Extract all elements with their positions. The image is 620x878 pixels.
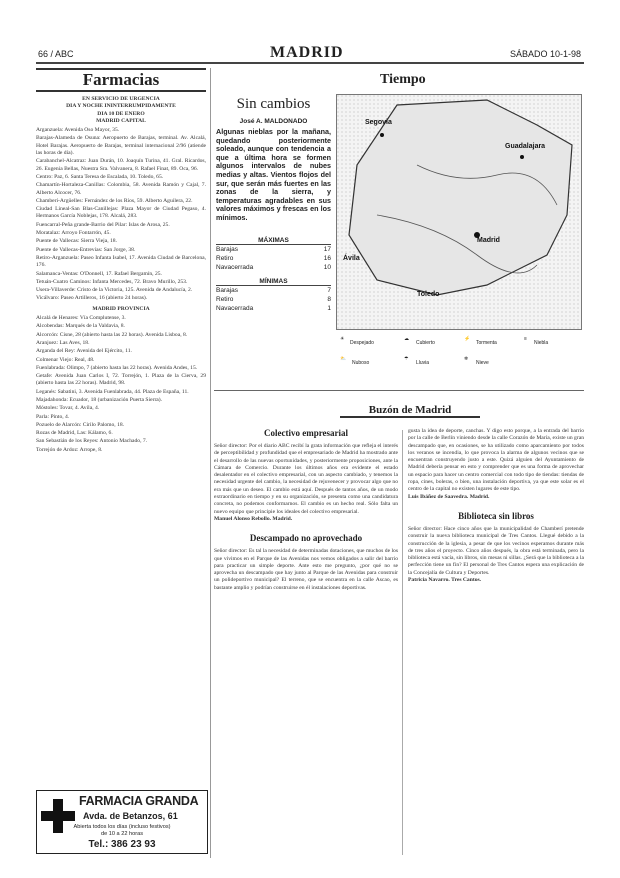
temperature-value: 1 bbox=[327, 304, 331, 312]
pharmacy-entry: San Sebastián de los Reyes: Antonio Machado, 7. bbox=[36, 438, 148, 445]
column-rule-1 bbox=[210, 68, 211, 858]
temperature-value: 7 bbox=[327, 286, 331, 294]
farmacias-box bbox=[36, 68, 206, 455]
pharmacy-entry: Alcorcón: Cisne, 28 (abierto hasta las 22 horas). Avenida Lisboa, 8. bbox=[36, 331, 188, 338]
legend-despejado: Despejado bbox=[350, 340, 374, 346]
ad-address: Avda. de Betanzos, 61 bbox=[83, 811, 178, 821]
snow-icon: ❄ bbox=[464, 356, 469, 362]
temperature-value: 8 bbox=[327, 295, 331, 303]
pharmacy-entry: Alcalá de Henares: Vía Complutense, 3. bbox=[36, 315, 126, 322]
pharmacy-entry: Rozas de Madrid, Las: Kálamo, 6. bbox=[36, 430, 113, 437]
legend-lluvia: Lluvia bbox=[416, 360, 430, 366]
letter-4-body: Señor director: Hace cinco años que la municipalidad de Chamberí pretende construir la nueva biblioteca municipal de Tres Cantos. Llegué debido a la construcción de la iglesia, a pesar de que los vecinos esperamos durante más de tres años el proyecto. Cinco años después, la obra está terminada, pero la biblioteca está vacía, sin libros, sin mesas ni sillas. ¿Será que la biblioteca a la perfección tiene un fin? El personal de Tres Cantos espera una explicación de la Concejalía de Cultura y Deportes. bbox=[408, 525, 584, 576]
pharmacy-entry: Colmenar Viejo: Real, 48. bbox=[36, 356, 95, 363]
rain-icon: ☂ bbox=[404, 356, 409, 362]
temperature-value: 17 bbox=[323, 245, 331, 253]
pharmacy-entry: Puente de Vallecas: Sierra Vieja, 18. bbox=[36, 238, 118, 245]
map-city-toledo: Toledo bbox=[417, 291, 440, 298]
ad-phone: Tel.: 386 23 93 bbox=[88, 839, 156, 850]
farmacias-provincia: MADRID PROVINCIA bbox=[92, 305, 150, 312]
temperature-row bbox=[216, 304, 331, 313]
letter-1-body: Señor director: Por el diario ABC recibí la grata información que refleja el interés de perceptibilidad y profundidad que el empresariado de Madrid ha mostrado ante el desarrollo de las nuevas oportunidades, y posteriormente proposiciones, ante la Cámara de Comercio. Durante los últimos años era evidente el estado desalentador en el colectivo empresarial, con un aspecto cambiado, y tenemos la necesidad urgente del cambio, la necesidad de rejuvenecer y provocar algo que no era más que un deseo. El cambio está aquí. Después de tantos años, de un modo extraordinario en tiempo y en su organización, se presenta como una candidatura concreta, no podemos conformarnos. El cambio es un hecho real. Sólo falta un nuevo equipo que principie los ideales del colectivo empresarial. bbox=[214, 443, 398, 515]
letter-3-signature: Luis Ibáñez de Saavedra. Madrid. bbox=[408, 493, 490, 500]
buzon-title: Buzón de Madrid bbox=[340, 404, 480, 418]
pharmacy-entry: Majadahonda: Ecuador, 18 (urbanización Puerta Sierra). bbox=[36, 396, 163, 403]
temperature-table bbox=[216, 237, 331, 313]
temperature-place: Navacerrada bbox=[216, 304, 254, 312]
min-title: MÍNIMAS bbox=[216, 278, 331, 286]
max-title: MÁXIMAS bbox=[216, 237, 331, 245]
partly-cloudy-icon: ⛅ bbox=[340, 356, 347, 362]
pharmacy-entry: Fuenlabrada: Olimpo, 7 (abierto hasta las 22 horas). Avenida Andes, 15. bbox=[36, 364, 198, 371]
tiempo-title: Tiempo bbox=[380, 72, 426, 87]
temperature-value: 16 bbox=[323, 254, 331, 262]
ad-name: FARMACIA GRANDA bbox=[79, 794, 199, 808]
temperature-row bbox=[216, 263, 331, 272]
temperature-place: Barajas bbox=[216, 286, 239, 294]
temperature-place: Navacerrada bbox=[216, 263, 254, 271]
letter-2-body: Señor director: Es tal la necesidad de determinadas dotaciones, que muchos de los que vivimos en el Parque de las Avenidas nos vemos obligados a salir del barrio para practicar un simple deporte. Ante esto me pregunto, ¿por qué no se aprovecha un descampado que hay junto al Parque de las Avenidas para construir un polideportivo municipal? El terreno, que se encuentra en la calle Ascao, es bastante amplio y podrían construirse en él instalaciones deportivas. bbox=[214, 548, 398, 591]
letter-4-signature: Patricia Navarro. Tres Cantos. bbox=[408, 577, 482, 584]
forecast-body: Algunas nieblas por la mañana, quedando posteriormente soleado, aunque con tendencia a que a última hora se formen algunos intervalos de nubes medias y altas. Vientos flojos del sur, que serán más fuertes en las zonas de la sierra, y temperaturas agradables en sus valores máximos y frescas en los mínimos. bbox=[216, 127, 331, 222]
pharmacy-entry: Parla: Pinto, 4. bbox=[36, 413, 70, 420]
pharmacy-entry: Getafe: Avenida Juan Carlos I, 72. Torrejón, 1. Plaza de la Cierva, 29 (abierto hasta las 22 horas). Madrid, 98. bbox=[36, 373, 206, 387]
temperature-row bbox=[216, 286, 331, 295]
temperature-row bbox=[216, 245, 331, 254]
forecast-headline: Sin cambios bbox=[236, 96, 311, 112]
pharmacy-entry: Fuencarral-Peña grande-Barrio del Pilar: Islas de Arosa, 25. bbox=[36, 221, 170, 228]
map-city-madrid: Madrid bbox=[477, 237, 500, 244]
legend-tormenta: Tormenta bbox=[476, 340, 497, 346]
farmacias-provincia-list bbox=[36, 315, 206, 454]
pharmacy-entry: Retiro-Arganzuela: Paseo Infanta Isabel, 17. Avenida Ciudad de Barcelona, 176. bbox=[36, 254, 206, 269]
legend-niebla: Niebla bbox=[534, 340, 549, 346]
farmacias-capital: MADRID CAPITAL bbox=[96, 117, 146, 124]
pharmacy-entry: Carabanchel-Alcatraz: Juan Durán, 10. Joaquín Turina, 41. Gral. Ricardos, 26. Eugenia Bellas, Nuestra Sra. Valvanera, 8. Rafael Finat, 89. Oca, 96. bbox=[36, 158, 206, 172]
forecast-byline: José A. MALDONADO bbox=[239, 118, 308, 125]
pharmacy-entry: Chamberí-Argüelles: Fernández de los Ríos, 59. Alberto Aguilera, 22. bbox=[36, 197, 193, 204]
pharmacy-entry: Arganda del Rey: Avenida del Ejército, 11. bbox=[36, 348, 132, 355]
temperature-row bbox=[216, 254, 331, 263]
sun-icon: ☀ bbox=[340, 336, 345, 342]
temperature-place: Retiro bbox=[216, 254, 234, 262]
farmacias-sub3: DIA 10 DE ENERO bbox=[97, 110, 145, 117]
letter-2-title: Descampado no aprovechado bbox=[249, 533, 363, 544]
buzon-rule-top bbox=[214, 390, 584, 391]
letter-1-signature: Manuel Alonso Rebollo. Madrid. bbox=[214, 515, 293, 522]
temperature-place: Retiro bbox=[216, 295, 234, 303]
region-map bbox=[337, 95, 581, 329]
pharmacy-entry: Arganzuela: Avenida Oso Mayor, 35. bbox=[36, 127, 120, 134]
farmacias-title: Farmacias bbox=[36, 68, 206, 92]
weather-legend bbox=[336, 334, 580, 384]
letter-column-2 bbox=[408, 428, 584, 584]
pharmacy-entry: Barajas-Alameda de Osuna: Aeropuerto de Barajas, terminal. Av. Alcalá, Hotel Barajas. Aeropuerto de Barajas, terminal internacional 2/96 (atiende las horas de día). bbox=[36, 135, 206, 157]
pharmacy-entry: Pozuelo de Alarcón: Cirilo Palomo, 18. bbox=[36, 421, 125, 428]
letter-3-body: gusta la idea de deporte, canchas. Y digo esto porque, a la entrada del barrio por la calle de Berlín viniendo desde la calle Corazón de María, existe un gran descampado que, en ocasiones, se ha utilizado como aparcamiento por todos los veranos se incendia, lo que provoca la alarma de algunos vecinos que se encuentran construyendo justo a este. Quizá alguien del Ayuntamiento de Madrid debería pensar en esto y comprender que es una forma de aprovechar un espacio para hacer un centro comercial con todo tipo de tiendas: tiendas de ropa, cines, boleras, o bien, una instalación deportiva, ya que este solar es el centro de la capital no existen lugares de este tipo. bbox=[408, 428, 584, 493]
page-date: SÁBADO 10-1-98 bbox=[510, 49, 582, 59]
forecast-text bbox=[216, 96, 331, 313]
farmacias-sub2: DIA Y NOCHE ININTERRUMPIDAMENTE bbox=[66, 103, 176, 110]
weather-map bbox=[336, 94, 582, 330]
pharmacy-entry: Ciudad Lineal-San Blas-Canillejas: Plaza Mayor de Ciudad Pegaso, 4. Hermanos García Noblejas, 178. Alcalá, 283. bbox=[36, 206, 206, 220]
map-city-segovia: Segovia bbox=[365, 119, 392, 126]
column-rule-2 bbox=[402, 430, 403, 855]
pharmacy-entry: Usera-Villaverde: Cristo de la Victoria, 125. Avenida de Andalucía, 2. bbox=[36, 287, 193, 294]
pharmacy-entry: Leganés: Sabatini, 3. Avenida Fuenlabrada, 44. Plaza de España, 11. bbox=[36, 388, 189, 395]
map-city-avila: Ávila bbox=[343, 255, 360, 262]
pharmacy-entry: Centro: Paz, 6. Santa Teresa de Escalada, 10. Toledo, 65. bbox=[36, 173, 164, 180]
pharmacy-entry: Torrejón de Ardoz: Arrope, 8. bbox=[36, 446, 103, 453]
pharmacy-entry: Móstoles: Tovar, 4. Avila, 4. bbox=[36, 405, 100, 412]
temperature-value: 10 bbox=[323, 263, 331, 271]
farmacias-sub1: EN SERVICIO DE URGENCIA bbox=[82, 96, 160, 102]
ad-hours-1: Abierta todos los días (incluso festivos) bbox=[73, 824, 171, 830]
page-number: 66 / ABC bbox=[38, 49, 74, 59]
pharmacy-entry: Moratalaz: Arroyo Fontarrón, 45. bbox=[36, 230, 111, 237]
legend-cubierto: Cubierto bbox=[416, 340, 435, 346]
pharmacy-entry: Salamanca-Ventas: O'Donnell, 17. Rafael Bergamín, 25. bbox=[36, 270, 162, 277]
farmacias-list bbox=[36, 127, 206, 303]
pharmacy-ad bbox=[36, 790, 208, 854]
pharmacy-entry: Vicálvaro: Paseo Artilleros, 16 (abierto 24 horas). bbox=[36, 295, 148, 302]
pharmacy-entry: Chamartín-Hortaleza-Canillas: Colombia, 58. Avenida Ramón y Cajal, 7. Alberto Alcocer, 76. bbox=[36, 182, 206, 196]
map-city-guadalajara: Guadalajara bbox=[505, 143, 546, 150]
letter-column-1 bbox=[214, 428, 398, 592]
pharmacy-entry: Alcobendas: Marqués de la Valdavia, 8. bbox=[36, 323, 125, 330]
legend-nuboso: Nuboso bbox=[352, 360, 370, 366]
section-title: MADRID bbox=[270, 44, 344, 61]
temperature-place: Barajas bbox=[216, 245, 239, 253]
cloud-icon: ☁ bbox=[404, 336, 409, 342]
letter-1-title: Colectivo empresarial bbox=[263, 428, 349, 438]
ad-hours-2: de 10 a 22 horas bbox=[101, 831, 143, 837]
pharmacy-entry: Aranjuez: Las Aves, 18. bbox=[36, 339, 90, 346]
storm-icon: ⚡ bbox=[464, 336, 471, 342]
temperature-row bbox=[216, 295, 331, 304]
letter-4-title: Biblioteca sin libros bbox=[458, 510, 534, 521]
header-rule bbox=[36, 62, 584, 64]
pharmacy-entry: Puente de Vallecas-Entrevías: San Jorge, 38. bbox=[36, 246, 136, 253]
legend-nieve: Nieve bbox=[476, 360, 489, 366]
pharmacy-entry: Tetuán-Cuatro Caminos: Infanta Mercedes, 72. Bravo Murillo, 253. bbox=[36, 278, 188, 285]
fog-icon: ≡ bbox=[524, 336, 527, 342]
